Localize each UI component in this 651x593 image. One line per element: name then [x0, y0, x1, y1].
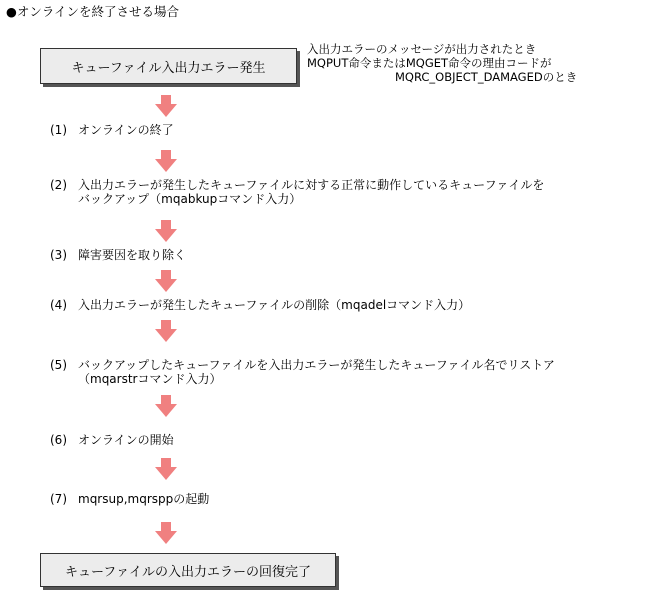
note-line-3: MQRC_OBJECT_DAMAGEDのとき	[395, 70, 578, 84]
start-box	[40, 48, 297, 84]
step-text: mqrsup,mqrsppの起動	[78, 492, 210, 506]
step-text: オンラインの終了	[78, 123, 174, 137]
step-number: (3)	[50, 248, 67, 262]
step-number: (7)	[50, 492, 67, 506]
flow-arrow-down-icon	[155, 95, 177, 117]
step-number: (5)	[50, 358, 67, 372]
step-text: バックアップしたキューファイルを入出力エラーが発生したキューファイル名でリストア	[78, 358, 555, 372]
step-1	[50, 123, 174, 137]
note-line-2: MQPUT命令またはMQGET命令の理由コードが	[307, 56, 552, 70]
flow-arrow-down-icon	[155, 395, 177, 417]
end-box-label: キューファイルの入出力エラーの回復完了	[64, 564, 312, 580]
condition-note	[307, 42, 577, 84]
flow-arrow-down-icon	[155, 522, 177, 544]
step-text: バックアップ（mqabkupコマンド入力）	[78, 192, 302, 206]
step-number: (1)	[50, 123, 67, 137]
flow-arrow-down-icon	[155, 320, 177, 342]
step-6	[50, 433, 174, 447]
step-text: （mqarstrコマンド入力）	[78, 372, 222, 386]
step-number: (4)	[50, 298, 67, 312]
start-box-label: キューファイル入出力エラー発生	[71, 60, 266, 76]
end-box	[40, 553, 336, 587]
step-2	[50, 178, 544, 206]
flow-arrow-down-icon	[155, 220, 177, 242]
step-text: 入出力エラーが発生したキューファイルに対する正常に動作しているキューファイルを	[78, 178, 545, 192]
step-4	[50, 298, 470, 312]
step-number: (2)	[50, 178, 67, 192]
flow-arrow-down-icon	[155, 270, 177, 292]
step-7	[50, 492, 209, 506]
note-line-1: 入出力エラーのメッセージが出力されたとき	[307, 42, 537, 56]
diagram-title: ●オンラインを終了させる場合	[6, 4, 180, 19]
step-text: オンラインの開始	[78, 433, 174, 447]
step-text: 入出力エラーが発生したキューファイルの削除（mqadelコマンド入力）	[78, 298, 471, 312]
step-5	[50, 358, 555, 386]
step-3	[50, 248, 186, 262]
step-number: (6)	[50, 433, 67, 447]
flow-arrow-down-icon	[155, 458, 177, 480]
flow-arrow-down-icon	[155, 150, 177, 172]
step-text: 障害要因を取り除く	[78, 248, 187, 262]
